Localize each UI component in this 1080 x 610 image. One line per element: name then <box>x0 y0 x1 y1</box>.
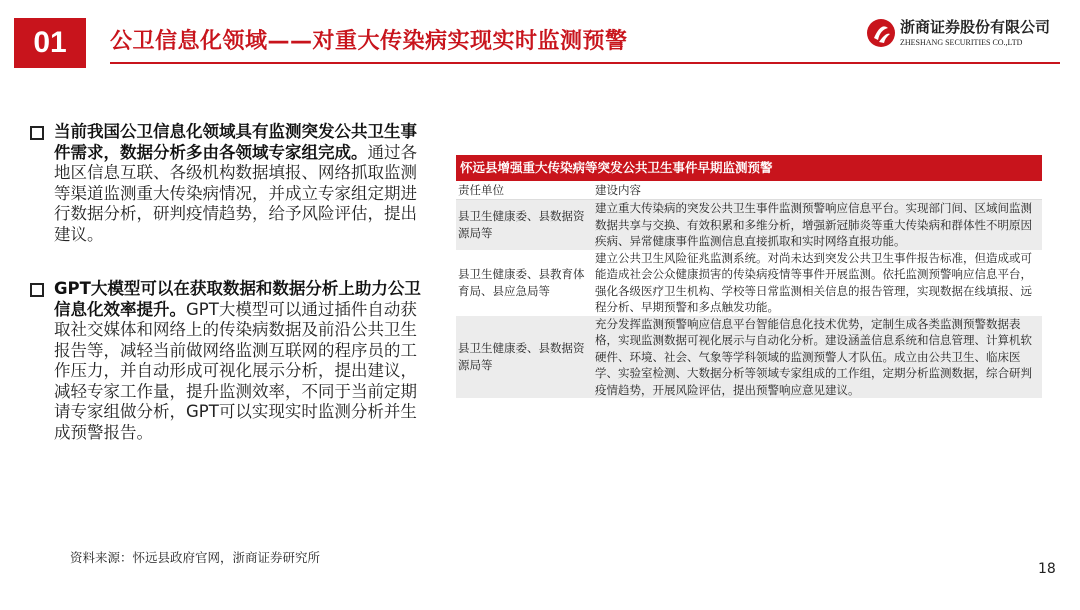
logo-english-name: ZHESHANG SECURITIES CO.,LTD <box>900 38 1023 47</box>
column-header-unit: 责任单位 <box>456 181 593 200</box>
table-row <box>456 316 1042 399</box>
cell-content: 建立重大传染病的突发公共卫生事件监测预警响应信息平台。实现部门间、区域间监测数据共享与交换、有效积累和多维分析，增强新冠肺炎等重大传染病和群体性不明原因疾病、异常健康事件监测信息直接抓取和实时网络直报功能。 <box>593 200 1042 250</box>
table-title: 怀远县增强重大传染病等突发公共卫生事件早期监测预警 <box>456 155 1042 181</box>
monitoring-table <box>456 155 1042 398</box>
cell-unit: 县卫生健康委、县数据资源局等 <box>456 316 593 399</box>
zheshang-logo-icon <box>866 18 896 48</box>
column-header-content: 建设内容 <box>593 181 1042 200</box>
logo-chinese-name: 浙商证券股份有限公司 <box>900 18 1051 36</box>
table-row <box>456 200 1042 250</box>
bullet-lead: GPT大模型可以在获取数据和数据分析上助力公卫信息化效率提升。 <box>54 279 421 319</box>
company-logo <box>866 14 1066 54</box>
page-number: 18 <box>1038 561 1056 577</box>
slide-header <box>0 0 1080 72</box>
square-bullet-icon <box>30 126 44 140</box>
bullet-body: GPT大模型可以通过插件自动获取社交媒体和网络上的传染病数据及前沿公共卫生报告等，减轻当前做网络监测互联网的程序员的工作压力，并自动形成可视化展示分析，提出建议，减轻专家工作量，提升监测效率，不同于当前定期请专家组做分析，GPT可以实现实时监测分析并生成预警报告。 <box>54 299 417 442</box>
cell-content: 建立公共卫生风险征兆监测系统。对尚未达到突发公共卫生事件报告标准，但造成或可能造成社会公众健康损害的传染病疫情等事件开展监测。依托监测预警响应信息平台，强化各级医疗卫生机构、学校等日常监测相关信息的报告管理，实现数据在线填报、远程分析、早期预警和多点触发功能。 <box>593 250 1042 316</box>
table-row <box>456 250 1042 316</box>
bullet-list <box>30 122 430 465</box>
bullet-body: 通过各地区信息互联、各级机构数据填报、网络抓取监测等渠道监测重大传染病情况，并成立专家组定期进行数据分析，研判疫情趋势，给予风险评估，提出建议。 <box>54 142 417 244</box>
cell-unit: 县卫生健康委、县数据资源局等 <box>456 200 593 250</box>
bullet-lead: 当前我国公卫信息化领域具有监测突发公共卫生事件需求，数据分析多由各领域专家组完成。 <box>54 122 417 162</box>
table-header-row <box>456 181 1042 200</box>
bullet-item <box>30 122 430 245</box>
header-divider <box>110 62 1060 64</box>
section-number: 01 <box>14 18 86 68</box>
square-bullet-icon <box>30 283 44 297</box>
source-note: 资料来源：怀远县政府官网，浙商证券研究所 <box>70 550 321 565</box>
cell-unit: 县卫生健康委、县教育体育局、县应急局等 <box>456 250 593 316</box>
page-title: 公卫信息化领域——对重大传染病实现实时监测预警 <box>110 29 628 54</box>
bullet-item <box>30 279 430 443</box>
cell-content: 充分发挥监测预警响应信息平台智能信息化技术优势，定制生成各类监测预警数据表格，实现监测数据可视化展示与自动化分析。建设涵盖信息系统和信息管理、计算机软硬件、环境、社会、气象等学科领域的监测预警人才队伍。成立由公共卫生、临床医学、实验室检测、大数据分析等领域专家组成的工作组，定期分析监测数据，综合研判疫情趋势，开展风险评估，提出预警响应意见建议。 <box>593 316 1042 399</box>
table-body <box>456 181 1042 398</box>
